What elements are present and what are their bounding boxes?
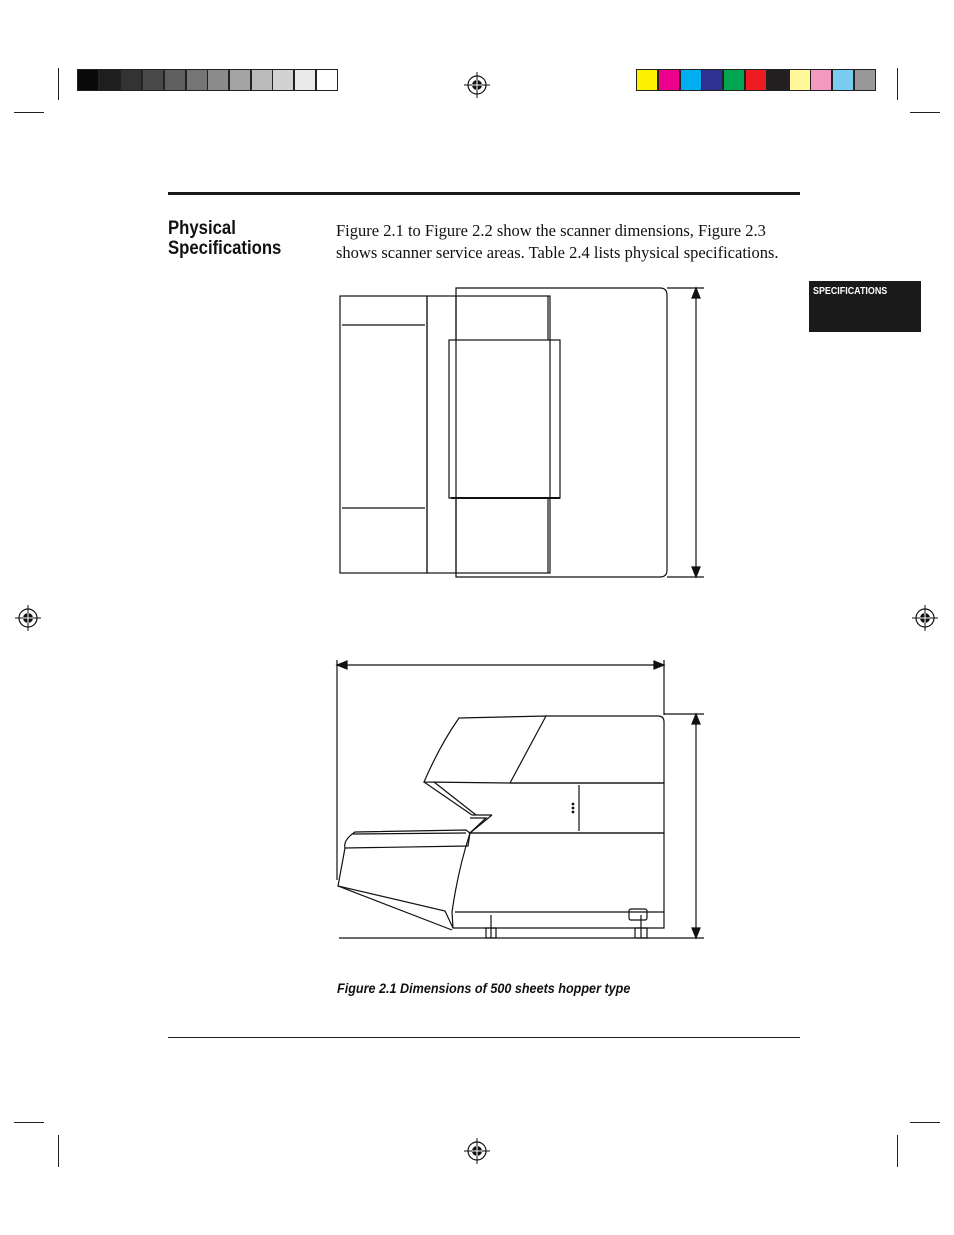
registration-mark-top <box>464 72 490 98</box>
intro-line-1: Figure 2.1 to Figure 2.2 show the scanner dimensions, Figure 2.3 <box>336 221 766 240</box>
section-heading-line-2: Specifications <box>168 238 282 259</box>
registration-mark-left <box>15 605 41 631</box>
intro-line-2: shows scanner service areas. Table 2.4 lists physical specifications. <box>336 243 779 262</box>
intro-paragraph <box>336 220 786 264</box>
figure-caption: Figure 2.1 Dimensions of 500 sheets hopper type <box>337 980 631 996</box>
registration-mark-bottom <box>464 1138 490 1164</box>
chapter-tab-label: SPECIFICATIONS <box>813 285 888 297</box>
scanner-top-view-drawing <box>340 288 704 577</box>
section-heading-line-1: Physical <box>168 218 236 239</box>
footer-rule <box>168 1037 800 1038</box>
header-rule <box>168 192 800 195</box>
registration-mark-right <box>912 605 938 631</box>
chapter-tab <box>809 281 921 332</box>
scanner-side-view-drawing <box>337 660 704 938</box>
section-heading <box>168 219 300 259</box>
